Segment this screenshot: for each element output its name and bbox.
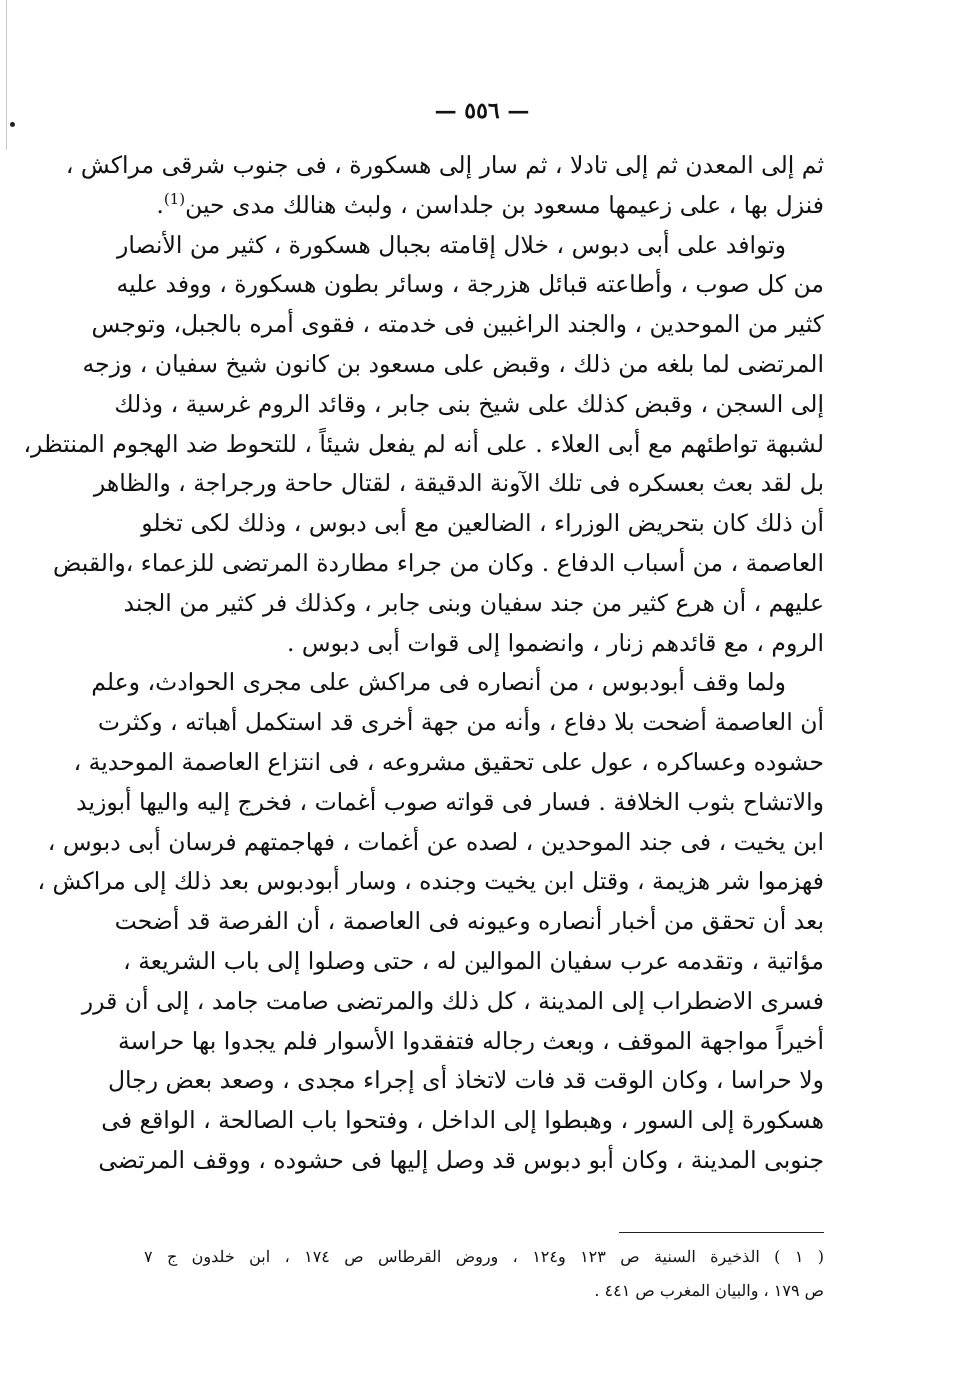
text-line: إلى السجن ، وقبض كذلك على شيخ بنى جابر ، وقائد الروم غرسية ، وذلك: [114, 389, 824, 418]
text-line: ولا حراسا ، وكان الوقت قد فات لاتخاذ أى إجراء مجدى ، وصعد بعض رجال: [107, 1066, 824, 1095]
sentence-end: .: [156, 190, 164, 219]
footnotes: [144, 1240, 824, 1308]
text-line: كثير من الموحدين ، والجند الراغبين فى خدمته ، فقوى أمره بالجبل، وتوجس: [91, 310, 824, 339]
text-line: جنوبى المدينة ، وكان أبو دبوس قد وصل إليها فى حشوده ، ووقف المرتضى: [98, 1145, 824, 1174]
text-line: أخيراً مواجهة الموقف ، وبعث رجاله فتفقدوا الأسوار فلم يجدوا بها حراسة: [117, 1026, 824, 1055]
text-line: مؤاتية ، وتقدمه عرب سفيان الموالين له ، حتى وصلوا إلى باب الشريعة ،: [123, 946, 824, 975]
text-line: [144, 186, 824, 226]
text-line: حشوده وعساكره ، عول على تحقيق مشروعه ، فى انتزاع العاصمة الموحدية ،: [73, 747, 824, 776]
text-line: فسرى الاضطراب إلى المدينة ، كل ذلك والمرتضى صامت جامد ، إلى أن قرر: [81, 986, 824, 1015]
text-line: فهزموا شر هزيمة ، وقتل ابن يخيت وجنده ، وسار أبودبوس بعد ذلك إلى مراكش ،: [37, 867, 824, 896]
scan-edge-line: [6, 0, 7, 150]
text-line: المرتضى لما بلغه من ذلك ، وقبض على مسعود بن كانون شيخ سفيان ، وزجه: [82, 349, 824, 378]
footnote-line: ص ١٧٩ ، والبيان المغرب ص ٤٤١ .: [594, 1281, 824, 1300]
text-line: من كل صوب ، وأطاعته قبائل هزرجة ، وسائر بطون هسكورة ، ووفد عليه: [116, 270, 824, 299]
text-line: هسكورة إلى السور ، وهبطوا إلى الداخل ، وفتحوا باب الصالحة ، الواقع فى: [101, 1106, 824, 1135]
text-line: والاتشاح بثوب الخلافة . فسار فى قواته صوب أغمات ، فخرج إليه واليها أبوزيد: [76, 787, 824, 816]
footnote-separator: [619, 1232, 824, 1233]
text-line: العاصمة ، من أسباب الدفاع . وكان من جراء مطاردة المرتضى للزعماء ،والقبض: [52, 548, 824, 577]
text-line: بعد أن تحقق من أخبار أنصاره وعيونه فى العاصمة ، أن الفرصة قد أضحت: [114, 907, 824, 936]
footnote-marker[interactable]: (1): [163, 189, 186, 208]
text-line: وتوافد على أبى دبوس ، خلال إقامته بجبال هسكورة ، كثير من الأنصار: [117, 230, 786, 259]
text-line: ولما وقف أبودبوس ، من أنصاره فى مراكش على مجرى الحوادث، وعلم: [91, 668, 786, 697]
text-line: ابن يخيت ، فى جند الموحدين ، لصده عن أغمات ، فهاجمتهم فرسان أبى دبوس ،: [47, 827, 824, 856]
footnote-line: ( ١ ) الذخيرة السنية ص ١٢٣ و١٢٤ ، وروض القرطاس ص ١٧٤ ، ابن خلدون ج ٧: [144, 1247, 825, 1266]
text-line: أن ذلك كان بتحريض الوزراء ، الضالعين مع أبى دبوس ، وذلك لكى تخلو: [141, 509, 824, 538]
text-line: عليهم ، أن هرع كثير من جند سفيان وبنى جابر ، وكذلك فر كثير من الجند: [123, 588, 824, 617]
text-line: بل لقد بعث بعسكره فى تلك الآونة الدقيقة ، لقتال حاحة ورجراجة ، والظاهر: [93, 469, 824, 498]
page-number: — ٥٥٦ —: [434, 98, 530, 124]
text-line-content: فنزل بها ، على زعيمها مسعود بن جلداسن ، ولبث هنالك مدى حين: [185, 190, 824, 219]
body-text: [23, 146, 824, 1181]
text-line: لشبهة تواطئهم مع أبى العلاء . على أنه لم يفعل شيئاً ، للتحوط ضد الهجوم المنتظر،: [23, 429, 824, 458]
text-line: الروم ، مع قائدهم زنار ، وانضموا إلى قوات أبى دبوس .: [286, 628, 824, 657]
text-line: أن العاصمة أضحت بلا دفاع ، وأنه من جهة أخرى قد استكمل أهباته ، وكثرت: [97, 708, 824, 737]
text-line: ثم إلى المعدن ثم إلى تادلا ، ثم سار إلى هسكورة ، فى جنوب شرقى مراكش ،: [65, 151, 824, 179]
